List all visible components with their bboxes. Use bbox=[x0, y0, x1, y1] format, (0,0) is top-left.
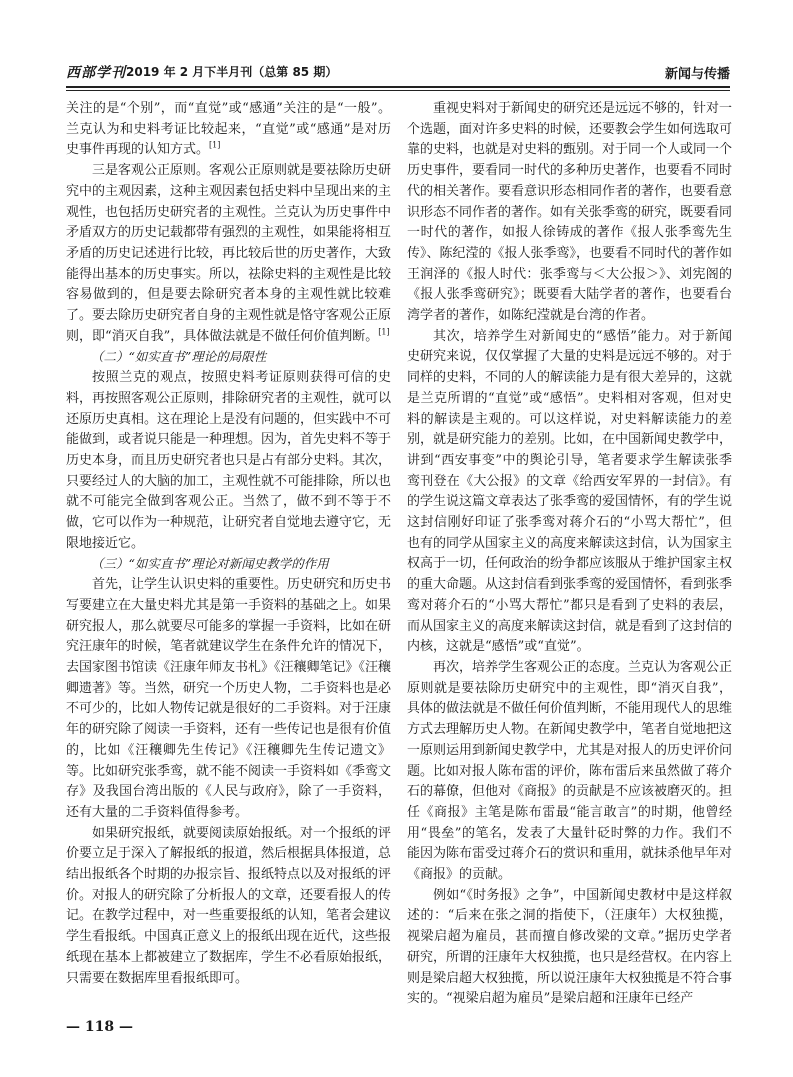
paragraph: 关注的是“个别”，而“直觉”或“感通”关注的是“一般”。兰克认为和史料考证比较起来，“直觉”或“感通”是对历史事件再现的认知方式。[1] bbox=[66, 101, 391, 158]
subsection-heading: （二）“如实直书”理论的局限性 bbox=[91, 349, 267, 365]
paragraph: 其次，培养学生对新闻史的“感悟”能力。对于新闻史研究来说，仅仅掌握了大量的史料是远远不够的。对于同样的史料，不同的人的解读能力是有很大差异的，这就是兰克所谓的“直觉”或“感悟”。史料相对客观，但对史料的解读是主观的。可以这样说，对史料解读能力的差别，就是研究能力的差别。比如，在中国新闻史教学中，讲到“西安事变”中的舆论引导，笔者要求学生解读张季鸾刊登在《大公报》的文章《给西安军界的一封信》。有的学生说这篇文章表达了张季鸾的爱国情怀，有的学生说这封信刚好印证了张季鸾对蒋介石的“小骂大帮忙”，但也有的同学从国家主义的高度来解读这封信，认为国家主权高于一切，任何政治的纷争都应该服从于维护国家主权的重大命题。从这封信看到张季鸾的爱国情怀，看到张季鸾对蒋介石的“小骂大帮忙”都只是看到了史料的表层，而从国家主义的高度来解读这封信，就是看到了这封信的内核，这就是“感悟”或“直觉”。 bbox=[407, 328, 732, 655]
header-rule-thick bbox=[66, 86, 730, 88]
left-column bbox=[66, 99, 391, 1034]
issue-info: 2019 年 2 月下半月刊（总第 85 期） bbox=[126, 65, 338, 79]
paragraph: 例如“《时务报》之争”，中国新闻史教材中是这样叙述的：“后来在张之洞的指使下，（汪康年）大权独揽，视梁启超为雇员，甚而擅自修改梁的文章。”据历史学者研究，所谓的汪康年大权独揽，也只是经营权。在内容上则是梁启超大权独揽，所以说汪康年大权独揽是不符合事实的。“视梁启超为雇员”是梁启超和汪康年已经产 bbox=[407, 887, 732, 1007]
paragraph: 首先，让学生认识史料的重要性。历史研究和历史书写要建立在大量史料尤其是第一手资料的基础之上。如果研究报人，那么就要尽可能多的掌握一手资料，比如在研究汪康年的时候，笔者就建议学生在条件允许的情况下，去国家图书馆读《汪康年师友书札》《汪穰卿笔记》《汪穰卿遗著》等。当然，研究一个历史人物，二手资料也是必不可少的，比如人物传记就是很好的二手资料。对于汪康年的研究除了阅读一手资料，还有一些传记也是很有价值的，比如《汪穰卿先生传记》《汪穰卿先生传记遗文》等。比如研究张季鸾，就不能不阅读一手资料如《季鸾文存》及我国台湾出版的《人民与政府》，除了一手资料，还有大量的二手资料值得参考。 bbox=[66, 577, 391, 820]
paragraph: 三是客观公正原则。客观公正原则就是要祛除历史研究中的主观因素，这种主观因素包括史料中呈现出来的主观性，也包括历史研究者的主观性。兰克认为历史事件中矛盾双方的历史记载都带有强烈的主观性，如果能将相互矛盾的历史记述进行比较，再比较后世的历史著作，大致能得出基本的历史事实。所以，祛除史料的主观性是比较容易做到的，但是要去除研究者本身的主观性就比较难了。要去除历史研究者自身的主观性就是恪守客观公正原则，即“消灭自我”，具体做法就是不做任何价值判断。[1] bbox=[66, 163, 391, 344]
running-header bbox=[66, 61, 730, 83]
header-rule-thin bbox=[66, 90, 730, 91]
paragraph: 再次，培养学生客观公正的态度。兰克认为客观公正原则就是要祛除历史研究中的主观性，即“消灭自我”，具体的做法就是不做任何价值判断，不能用现代人的思维方式去理解历史人物。在新闻史教学中，笔者自觉地把这一原则运用到新闻史教学中，尤其是对报人的历史评价问题。比如对报人陈布雷的评价，陈布雷后来虽然做了蒋介石的幕僚，但他对《商报》的贡献是不应该被磨灭的。担任《商报》主笔是陈布雷最“能言敢言”的时期，他曾经用“畏垒”的笔名，发表了大量针砭时弊的力作。我们不能因为陈布雷受过蒋介石的赏识和重用，就抹杀他早年对《商报》的贡献。 bbox=[407, 659, 732, 883]
paragraph: 如果研究报纸，就要阅读原始报纸。对一个报纸的评价要立足于深入了解报纸的报道，然后根据具体报道，总结出报纸各个时期的办报宗旨、报纸特点以及对报纸的评价。对报人的研究除了分析报人的文章，还要看报人的传记。在教学过程中，对一些重要报纸的认知，笔者会建议学生看报纸。中国真正意义上的报纸出现在近代，这些报纸现在基本上都被建立了数据库，学生不必看原始报纸，只需要在数据库里看报纸即可。 bbox=[66, 825, 391, 986]
citation-ref: [1] bbox=[209, 141, 221, 151]
paragraph: 重视史料对于新闻史的研究还是远远不够的，针对一个选题，面对许多史料的时候，还要教会学生如何选取可靠的史料，也就是对史料的甄别。对于同一个人或同一个历史事件，要看同一时代的多种历史著作，也要看不同时代的相关著作。要看意识形态相同作者的著作，也要看意识形态不同作者的著作。如有关张季鸾的研究，既要看同一时代的著作，如报人徐铸成的著作《报人张季鸾先生传》、陈纪滢的《报人张季鸾》，也要看不同时代的著作如王润泽的《报人时代：张季鸾与＜大公报＞》、刘宪阁的《报人张季鸾研究》；既要看大陆学者的著作，也要看台湾学者的著作，如陈纪滢就是台湾的作者。 bbox=[407, 101, 732, 324]
citation-ref: [1] bbox=[378, 327, 390, 337]
paragraph: 按照兰克的观点，按照史料考证原则获得可信的史料，再按照客观公正原则，排除研究者的主观性，就可以还原历史真相。这在理论上是没有问题的，但实践中不可能做到，或者说只能是一种理想。因为，首先史料不等于历史本身，而且历史研究者也只是占有部分史料。其次，只要经过人的大脑的加工，主观性就不可能排除，所以也就不可能完全做到客观公正。当然了，做不到不等于不做，它可以作为一种规范，让研究者自觉地去遵守它，无限地接近它。 bbox=[66, 370, 391, 551]
page-number: — 118 — bbox=[66, 1019, 133, 1035]
journal-logo: 西部学刊 bbox=[66, 65, 126, 81]
right-column bbox=[407, 99, 732, 1034]
section-title: 新闻与传播 bbox=[664, 67, 730, 82]
subsection-heading: （三）“如实直书”理论对新闻史教学的作用 bbox=[91, 556, 329, 572]
